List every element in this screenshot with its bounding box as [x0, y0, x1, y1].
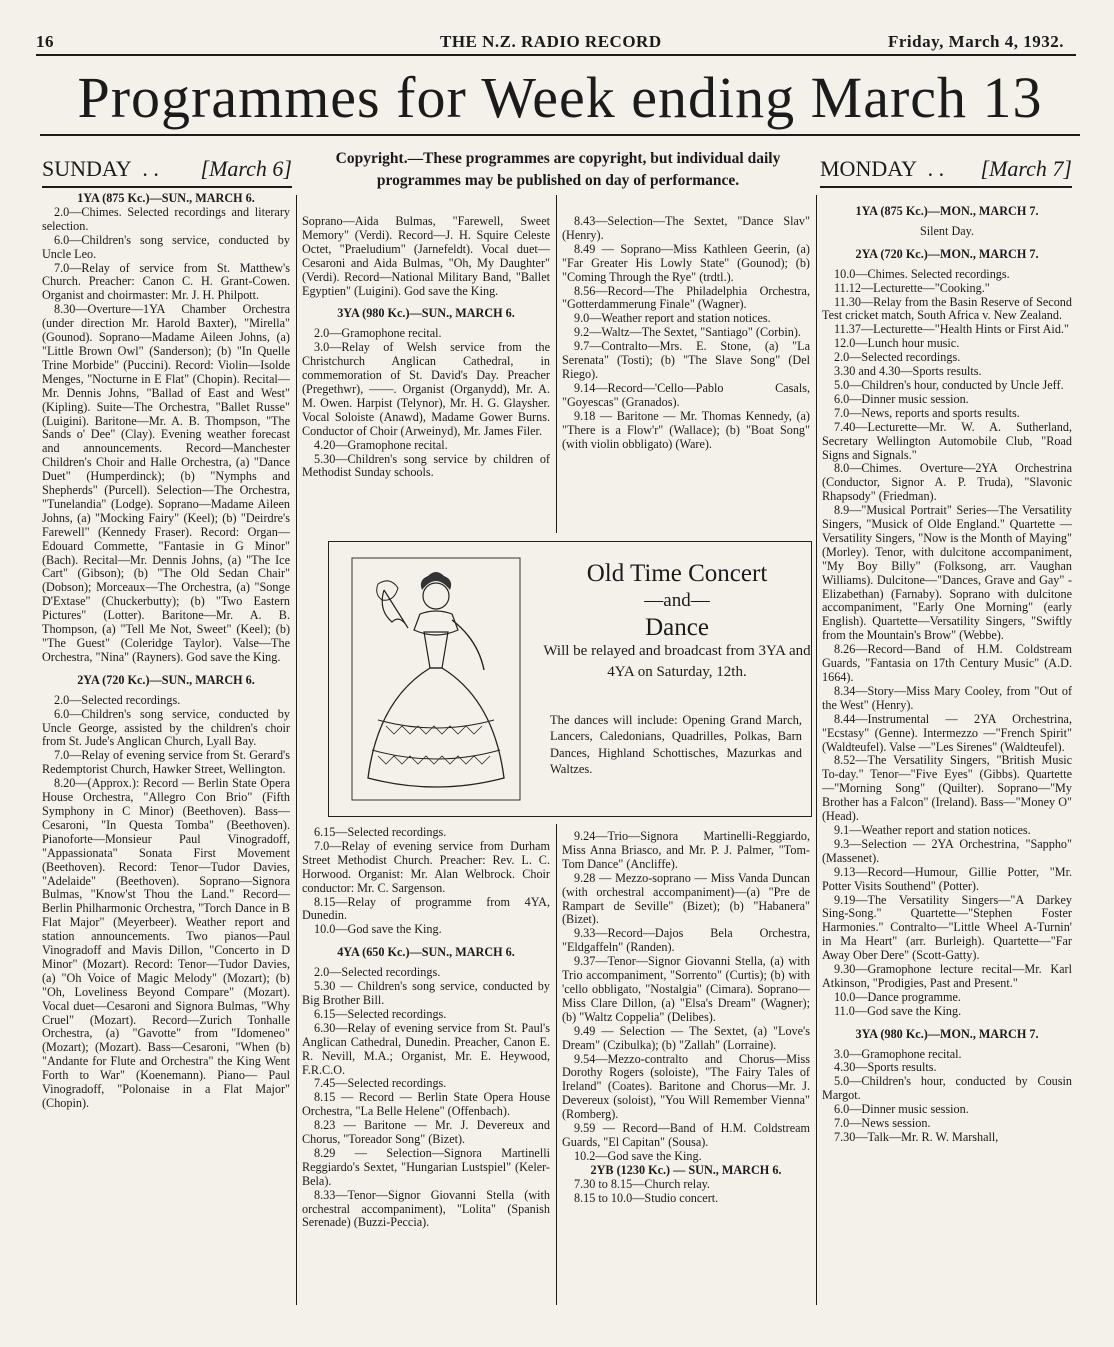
programme-item: 8.43—Selection—The Sextet, "Dance Slav" (Henry). — [562, 215, 810, 242]
programme-item: 12.0—Lunch hour music. — [834, 336, 960, 351]
ad-body: The dances will include: Opening Grand March, Lancers, Caledonians, Quadrilles, Polkas, Barn Dances, Highland Schottisches, Mazurkas and Waltzes. — [550, 713, 802, 776]
sunday-column-3-bottom — [562, 830, 810, 1310]
programme-item: 8.34—Story—Miss Mary Cooley, from "Out of the West" (Henry). — [822, 683, 1072, 712]
programme-item: 2.0—Selected recordings. — [314, 965, 441, 980]
programme-item: 3.0—Relay of Welsh service from the Christchurch Anglican Cathedral, in commemoration of St. David's Day. Preacher (Pregethwr), ——. Organist (Organydd), Mr. A. M. Owen. Harpist (Telynor), Mr. H. G. Glaysher. Vocal Soloiste (Anawd), Madame Gower Burns. Conductor of Choir (Arweinyd), Mr. James Filer. — [302, 340, 550, 438]
title-rule — [40, 134, 1080, 136]
programme-item: 2.0—Selected recordings. — [834, 350, 961, 365]
programme-item: 9.18 — Baritone — Mr. Thomas Kennedy, (a) "There is a Flow'r" (Wallace); (b) "Boat Song" (with violin obbligato) (Ware). — [562, 408, 810, 451]
station-heading: 3YA (980 Kc.)—SUN., MARCH 6. — [337, 306, 515, 321]
programme-item: 9.59 — Record—Band of H.M. Coldstream Guards, "El Capitan" (Sousa). — [562, 1121, 810, 1149]
copyright-notice: Copyright.—These programmes are copyright, but individual daily programmes may be published on day of performance. — [335, 150, 781, 189]
programme-item: 5.0—Children's hour, conducted by Cousin Margot. — [822, 1074, 1072, 1103]
programme-item: 9.13—Record—Humour, Gillie Potter, "Mr. Potter Visits Southend" (Potter). — [822, 864, 1072, 893]
monday-heading — [820, 156, 1072, 182]
programme-item: 2.0—Gramophone recital. — [314, 326, 442, 341]
programme-item: 8.30—Overture—1YA Chamber Orchestra (under direction Mr. Harold Baxter), "Mirella" (Gounod). Soprano—Madame Aileen Johns, (a) "Little Brown Owl" (Sanderson); (b) "In Quelle Trine Morbide" (Puccini). Record: Violin—Isolde Menges, "Nocturne in E Flat" (Chopin). Recital—Mr. Dennis Johns, "Ballad of East and West" (Kipling). Suite—The Orchestra, "Ballet Russe" (Luigini). Baritone—Mr. A. B. Thompson, "The Sands o' Dee" (Clay). Evening weather forecast and announcements. Record—Manchester Children's Choir and Halle Orchestra, (a) "Dance Duet" (Humperdinck); (b) "Nymphs and Shepherds" (Purcell). Selection—The Orchestra, "Tunelandia" (Lodge). Soprano—Madame Aileen Johns, (a) "Mocking Fairy" (Keel); (b) "Deirdre's Farewell" (Kennedy Fraser). Record: Organ—Edouard Commette, "Fantasie in G Minor" (Bach). Recital—Mr. Dennis Johns, (a) "The Ice Cart" (Gibson); (b) "The Old Sedan Chair" (Dobson); Morceaux—The Orchestra, (a) "Songe D'Extase" (Chuckerbutty); (b) "Two Eastern Pictures" (Lotter). Baritone—Mr. A. B. Thompson, (a) "Tell Me Not, Sweet" (Keel); (b) "The Guest" (Coleridge Taylor). Valse—The Orchestra, "Nina" (Rayners). God save the King. — [42, 302, 290, 664]
programme-item: 9.1—Weather report and station notices. — [834, 822, 1031, 837]
programme-item: 8.20—(Approx.): Record — Berlin State Opera House Orchestra, "Allegro Con Brio" (Fifth Symphony in C Minor) (Beethoven). Bass— Cesaroni, "In Questa Tomba" (Beethoven). Pianoforte—Monsieur Paul Vinogradoff, "Appassionata" Sonata First Movement (Beethoven). Record: Tenor—Tudor Davies, "Adelaide" (Beethoven). Soprano—Signora Bulmas, "Know'st Thou the Land." Record—Berlin Philharmonic Orchestra, "Torch Dance in B Flat Major" (Meyerbeer). Weather report and station announcements. Two pianos—Paul Vinogradoff and Mavis Dillon, "Concerto in D Minor" (Mozart). Record: Tenor—Tudor Davies, (a) "Oh Voice of Magic Melody" (Mozart); (b) "Oh, Loveliness Beyond Compare" (Mozart). Vocal duet—Cesaroni and Signora Bulmas, "Why Cruel" (Mozart). Record—Zurich Tonhalle Orchestra, (a) "Gavotte" from "Idomeneo" (Mozart); (Mozart). Bass—Cesaroni, "When (b) "Andante for Flute and Orchestra" the King Went Forth to War" (Koenemann). Piano— Paul Vinogradoff, "Polonaise in a Flat Major" (Chopin). — [42, 776, 290, 1110]
programme-item: 8.15—Relay of programme from 4YA, Dunedin. — [302, 894, 550, 923]
programme-item: 10.2—God save the King. — [574, 1148, 702, 1163]
programme-item: 11.37—Lecturette—"Health Hints or First Aid." — [834, 322, 1069, 337]
programme-item: 8.0—Chimes. Overture—2YA Orchestrina (Conductor, Signor A. P. Truda), "Slavonic Rhapsody" (Friedman). — [822, 461, 1072, 504]
station-heading: 3YA (980 Kc.)—MON., MARCH 7. — [855, 1026, 1039, 1041]
programme-item: 7.30 to 8.15—Church relay. — [574, 1176, 710, 1191]
programme-item: 9.49 — Selection — The Sextet, (a) "Love's Dream" (Czibulka); (b) "Zallah" (Lorraine). — [562, 1023, 810, 1052]
programme-item: 8.56—Record—The Philadelphia Orchestra, "Gotterdammerung Finale" (Wagner). — [562, 283, 810, 312]
programme-item: 8.9—"Musical Portrait" Series—The Versatility Singers, "Musick of Olde England." Quartette — Versatility Singers, "Now is the Month of Maying" (Morley). Tenor, with dulcitone accompaniment, "My Boy Billy" (Folksong, arr. Vaughan Williams). Dulcitone—"Dances, Grave and Gay" -Elizabethan) (Farnaby). Soprano with dulcitone accompaniment, "Early One Morning" (early English). Quartette—Versatility Singers, "Swiftly from the Mountain's Brow" (Webbe). — [822, 503, 1072, 643]
monday-date: [March 7] — [980, 156, 1072, 181]
programme-item: 9.37—Tenor—Signor Giovanni Stella, (a) with Trio accompaniment, "Sorrento" (Curtis); (b) with 'cello obbligato, "Nostalgia" (Cimara). Soprano—Miss Clare Dillon, (a) "Elsa's Dream" (Wagner); (b) "Waltz Coppelia" (Delibes). — [562, 954, 810, 1024]
ad-title — [540, 560, 814, 641]
sunday-day: SUNDAY — [42, 156, 131, 181]
sunday-column-2-top — [302, 215, 550, 535]
programme-item: 8.15 — Record — Berlin State Opera House Orchestra, "La Belle Helene" (Offenbach). — [302, 1090, 550, 1119]
programme-item: 10.0—Chimes. Selected recordings. — [834, 266, 1010, 281]
programme-item: 11.0—God save the King. — [834, 1003, 962, 1018]
station-heading: 1YA (875 Kc.)—MON., MARCH 7. — [855, 204, 1039, 218]
programme-item: 10.0—God save the King. — [314, 922, 442, 937]
programme-item: 9.28 — Mezzo-soprano — Miss Vanda Duncan (with orchestral accompaniment)—(a) "Pre de Rampart de Seville" (Bizet); (b) "Habanera" (Bizet). — [562, 870, 810, 927]
programme-item: 2.0—Chimes. Selected recordings and literary selection. — [42, 204, 290, 233]
column-divider — [556, 195, 557, 533]
sunday-column-2-bottom — [302, 826, 550, 1311]
column-divider — [296, 195, 297, 1305]
ad-title-line-3: Dance — [645, 614, 709, 641]
programme-item: 10.0—Dance programme. — [834, 989, 961, 1004]
sunday-column-3-top — [562, 215, 810, 535]
programme-item: 6.30—Relay of evening service from St. Paul's Anglican Cathedral, Dunedin. Preacher, Canon E. R. Nevill, M.A.; Organist, Mr. E. Heywood, F.R.C.O. — [302, 1020, 550, 1077]
programme-item: 9.24—Trio—Signora Martinelli-Reggiardo, Miss Anna Briasco, and Mr. P. J. Palmer, "Tom-Tom Dance" (Ancliffe). — [562, 830, 810, 871]
ad-title-line-2: —and— — [644, 590, 710, 611]
crinoline-lady-illustration — [338, 550, 534, 808]
programme-item: 6.0—Children's song service, conducted by Uncle George, assisted by the children's choir from St. Jude's Anglican Church, Lyall Bay. — [42, 706, 290, 749]
ad-subtitle: Will be relayed and broadcast from 3YA and 4YA on Saturday, 12th. — [543, 643, 811, 680]
monday-dots: . . — [927, 156, 945, 181]
station-heading: 4YA (650 Kc.)—SUN., MARCH 6. — [337, 945, 515, 960]
sunday-date: [March 6] — [200, 156, 292, 181]
programme-item: 5.30—Children's song service by children of Methodist Sunday schools. — [302, 451, 550, 480]
monday-rule — [820, 186, 1072, 188]
programme-item: 7.45—Selected recordings. — [314, 1076, 447, 1091]
station-heading: 2YA (720 Kc.)—MON., MARCH 7. — [855, 246, 1039, 261]
sunday-rule — [42, 186, 292, 188]
programme-item: 6.0—Dinner music session. — [834, 391, 969, 406]
programme-item: 9.19—The Versatility Singers—"A Darkey Sing-Song." Quartette—"Stephen Foster Harmonies." Contralto—"Little Wheel A-Turnin' in Ma Heart" (arr. Burleigh). Quartette—"Far Away Ober Dere" (Scott-Gatty). — [822, 892, 1072, 963]
column-divider — [816, 195, 817, 1305]
programme-item: 11.30—Relay from the Basin Reserve of Second Test cricket match, South Africa v. New Zealand. — [822, 294, 1072, 323]
station-heading: 2YA (720 Kc.)—SUN., MARCH 6. — [77, 672, 255, 687]
programme-item: 6.15—Selected recordings. — [314, 1006, 447, 1021]
issue-date: Friday, March 4, 1932. — [888, 32, 1064, 51]
programme-item: 8.49 — Soprano—Miss Kathleen Geerin, (a) "Far Greater His Lowly State" (Gounod); (b) "Coming Through the Rye" (trdtl.). — [562, 241, 810, 284]
page-title: Programmes for Week ending March 13 — [77, 65, 1043, 130]
programme-item: 5.30 — Children's song service, conducted by Big Brother Bill. — [302, 979, 550, 1007]
programme-item: 7.30—Talk—Mr. R. W. Marshall, — [834, 1130, 999, 1144]
header-rule — [36, 54, 1076, 56]
programme-item: 8.15 to 10.0—Studio concert. — [574, 1190, 719, 1205]
publication-name: THE N.Z. RADIO RECORD — [440, 32, 662, 51]
programme-item: 4.20—Gramophone recital. — [314, 437, 448, 452]
programme-item: 4.30—Sports results. — [834, 1060, 937, 1075]
programme-item: 6.15—Selected recordings. — [314, 826, 447, 839]
programme-item: 7.0—News, reports and sports results. — [834, 405, 1020, 420]
programme-item: 7.0—Relay of service from St. Matthew's Church. Preacher: Canon C. H. Grant-Cowen. Organist and choirmaster: Mr. J. H. Philpott. — [42, 260, 290, 303]
sunday-column-1 — [42, 192, 290, 1310]
programme-item: 8.26—Record—Band of H.M. Coldstream Guards, "Fantasia on 17th Century Music" (A.D. 1664). — [822, 642, 1072, 684]
station-heading: 2YB (1230 Kc.) — SUN., MARCH 6. — [590, 1162, 782, 1177]
column-divider — [556, 824, 557, 1305]
programme-item: 9.0—Weather report and station notices. — [574, 311, 771, 326]
programme-item: 9.14—Record—'Cello—Pablo Casals, "Goyescas" (Granados). — [562, 380, 810, 409]
ad-title-line-1: Old Time Concert — [586, 560, 768, 587]
programme-item: 9.3—Selection — 2YA Orchestrina, "Sappho" (Massenet). — [822, 836, 1072, 865]
programme-item: 8.23 — Baritone — Mr. J. Devereux and Chorus, "Toreador Song" (Bizet). — [302, 1118, 550, 1147]
programme-item: 3.0—Gramophone recital. — [834, 1046, 962, 1061]
programme-item: 7.0—News session. — [834, 1116, 931, 1131]
programme-item: 6.0—Children's song service, conducted by Uncle Leo. — [42, 232, 290, 261]
day-note: Silent Day. — [919, 223, 975, 238]
programme-item: 8.44—Instrumental — 2YA Orchestrina, "Ecstasy" (Genne). Intermezzo —"French Spirit" (Waldteufel). Valse —"Les Sirenes" (Waldteufel). — [822, 711, 1072, 754]
programme-item: 9.33—Record—Dajos Bela Orchestra, "Eldgaffeln" (Randen). — [562, 926, 810, 955]
programme-item: 2.0—Selected recordings. — [54, 692, 181, 707]
programme-item: Soprano—Aida Bulmas, "Farewell, Sweet Memory" (Verdi). Record—J. H. Squire Celeste Octet, "Praeludium" (Jarnefeldt). Vocal duet—Cesaroni and Aida Bulmas, "Oh, My Daughter" (Verdi). Record—National Military Band, "Ballet Egyptien" (Luigini). God save the King. — [302, 215, 550, 298]
monday-day: MONDAY — [820, 156, 917, 181]
sunday-dots: . . — [142, 156, 159, 181]
programme-item: 8.29 — Selection—Signora Martinelli Reggiardo's Sextet, "Hungarian Lustspiel" (Keler-Bela). — [302, 1145, 550, 1188]
programme-item: 9.2—Waltz—The Sextet, "Santiago" (Corbin). — [574, 325, 801, 340]
sunday-heading — [42, 156, 292, 182]
station-heading: 1YA (875 Kc.)—SUN., MARCH 6. — [77, 192, 255, 205]
monday-column — [822, 196, 1072, 1311]
programme-item: 5.0—Children's hour, conducted by Uncle Jeff. — [834, 377, 1064, 392]
programme-item: 9.7—Contralto—Mrs. E. Stone, (a) "La Serenata" (Tosti); (b) "The Slave Song" (Del Riego). — [562, 339, 810, 381]
programme-item: 7.40—Lecturette—Mr. W. A. Sutherland, Secretary Wellington Automobile Club, "Road Signs and Signals." — [822, 419, 1072, 462]
programme-item: 8.33—Tenor—Signor Giovanni Stella (with orchestral accompaniment), "Lolita" (Spanish Serenade) (Buzzi-Peccia). — [302, 1187, 550, 1230]
programme-item: 9.30—Gramophone lecture recital—Mr. Karl Atkinson, "Prodigies, Past and Present." — [822, 962, 1072, 990]
programme-item: 3.30 and 4.30—Sports results. — [834, 364, 982, 379]
programme-item: 9.54—Mezzo-contralto and Chorus—Miss Dorothy Rogers (soloiste), "The Fairy Tales of Ireland" (Coates). Baritone and Chorus—Mr. J. Devereux (soloist), "You Will Remember Vienna" (Romberg). — [562, 1051, 810, 1122]
programme-item: 7.0—Relay of evening service from Durham Street Methodist Church. Preacher: Rev. L. C. Horwood. Organist: Mr. Alan Welbrock. Choir conductor: Mr. C. Sargenson. — [302, 838, 550, 895]
page-number: 16 — [36, 32, 54, 51]
programme-item: 7.0—Relay of evening service from St. Gerard's Redemptorist Church, Hawker Street, Wellington. — [42, 748, 290, 777]
programme-item: 11.12—Lecturette—"Cooking." — [834, 280, 990, 295]
programme-item: 6.0—Dinner music session. — [834, 1102, 969, 1117]
programme-item: 8.52—The Versatility Singers, "British Music To-day." Tenor—"Five Eyes" (Gibbs). Quartette—"Morning Song" (Quilter). Soprano—"My Brother has a Falcon" (Ireland). Bass—"Money O" (Head). — [822, 753, 1072, 824]
